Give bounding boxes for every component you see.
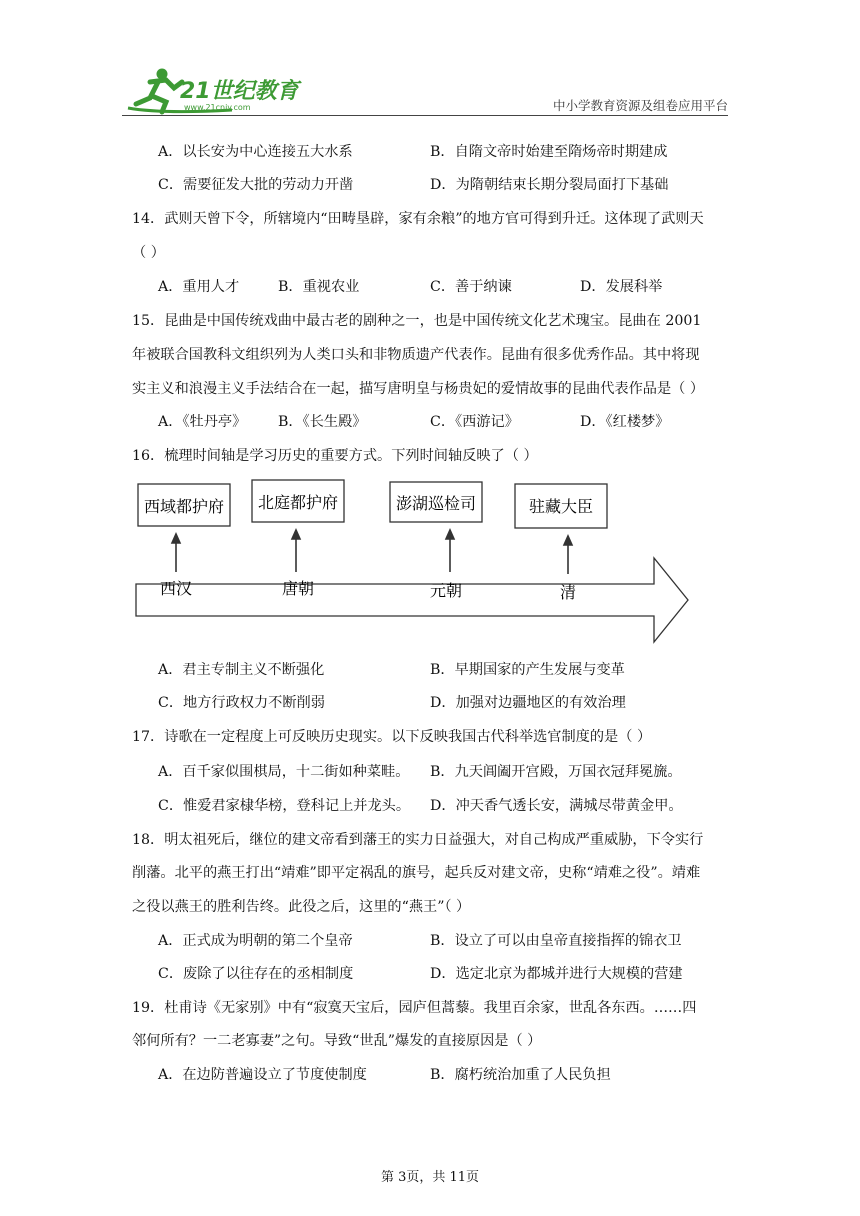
q14-option-c: C．善于纳谏	[430, 279, 512, 295]
q15-option-b: B．《长生殿》	[278, 414, 367, 430]
q15-option-c: C．《西游记》	[430, 414, 519, 430]
q14-stem-line2: （ ）	[132, 245, 165, 261]
q16-option-d: D．加强对边疆地区的有效治理	[430, 695, 626, 711]
q15-option-d: D．《红楼梦》	[580, 414, 670, 430]
timeline-pointers	[172, 530, 572, 574]
platform-name: 中小学教育资源及组卷应用平台	[552, 98, 728, 113]
q17-option-b: B．九天阊阖开宫殿，万国衣冠拜冕旒。	[430, 764, 682, 780]
q18-stem-line1: 18．明太祖死后，继位的建文帝看到藩王的实力日益强大，对自己构成严重威胁，下令实行	[132, 832, 704, 848]
q13-option-b: B．自隋文帝时始建至隋炀帝时期建成	[430, 144, 668, 160]
timeline-era-4: 清	[559, 583, 577, 602]
q15-option-a: A．《牡丹亭》	[158, 414, 247, 430]
q17-option-c: C．惟爱君家棣华榜，登科记上并龙头。	[158, 798, 411, 814]
timeline-era-1: 西汉	[159, 579, 193, 598]
q14-option-a: A．重用人才	[158, 279, 240, 295]
q17-stem: 17．诗歌在一定程度上可反映历史现实。以下反映我国古代科举选官制度的是（ ）	[132, 729, 652, 745]
timeline-box-label-1: 西域都护府	[143, 497, 225, 516]
q18-option-c: C．废除了以往存在的丞相制度	[158, 966, 354, 982]
page-footer: 第 3页，共 11页	[380, 1170, 480, 1185]
timeline-diagram	[132, 476, 702, 648]
logo-text: 21世纪教育	[180, 79, 299, 104]
q19-option-b: B．腐朽统治加重了人民负担	[430, 1067, 611, 1083]
timeline-era-2: 唐朝	[281, 579, 315, 598]
q15-stem-line2: 年被联合国教科文组织列为人类口头和非物质遗产代表作。昆曲有很多优秀作品。其中将现	[132, 347, 700, 363]
q19-option-a: A．在边防普遍设立了节度使制度	[158, 1067, 367, 1083]
q15-stem-line1: 15．昆曲是中国传统戏曲中最古老的剧种之一，也是中国传统文化艺术瑰宝。昆曲在 2001	[132, 313, 702, 329]
q17-option-d: D．冲天香气透长安，满城尽带黄金甲。	[430, 798, 683, 814]
q18-option-b: B．设立了可以由皇帝直接指挥的锦衣卫	[430, 933, 682, 949]
page-header	[122, 64, 728, 120]
q13-option-c: C．需要征发大批的劳动力开凿	[158, 177, 354, 193]
header-divider	[122, 115, 728, 116]
logo	[122, 64, 312, 116]
q15-stem-line3: 实主义和浪漫主义手法结合在一起，描写唐明皇与杨贵妃的爱情故事的昆曲代表作品是（ ）	[132, 381, 705, 397]
q19-stem-line2: 邻何所有？一二老寡妻”之句。导致“世乱”爆发的直接原因是（ ）	[132, 1033, 542, 1049]
timeline-box-label-4: 驻藏大臣	[528, 497, 594, 516]
q14-option-d: D．发展科举	[580, 279, 663, 295]
q18-option-d: D．选定北京为都城并进行大规模的营建	[430, 966, 683, 982]
q17-option-a: A．百千家似围棋局，十二街如种菜畦。	[158, 764, 410, 780]
q18-stem-line2: 削藩。北平的燕王打出“靖难”即平定祸乱的旗号，起兵反对建文帝，史称“靖难之役”。靖难	[132, 865, 701, 881]
q13-option-d: D．为隋朝结束长期分裂局面打下基础	[430, 177, 669, 193]
timeline-arrow	[136, 558, 688, 642]
q16-stem: 16．梳理时间轴是学习历史的重要方式。下列时间轴反映了（ ）	[132, 448, 538, 464]
timeline-box-label-3: 澎湖巡检司	[395, 494, 477, 513]
q16-option-b: B．早期国家的产生发展与变革	[430, 662, 625, 678]
q16-option-a: A．君主专制主义不断强化	[158, 662, 325, 678]
q14-stem-line1: 14．武则天曾下令，所辖境内“田畴垦辟，家有余粮”的地方官可得到升迁。这体现了武则天	[132, 211, 704, 227]
q19-stem-line1: 19．杜甫诗《无家别》中有“寂寞天宝后，园庐但蒿藜。我里百余家，世乱各东西。……四	[132, 1000, 697, 1016]
logo-url: www.21cnjy.com	[184, 103, 251, 112]
timeline-era-3: 元朝	[429, 581, 463, 600]
q16-option-c: C．地方行政权力不断削弱	[158, 695, 325, 711]
q18-stem-line3: 之役以燕王的胜利告终。此役之后，这里的“燕王”（ ）	[132, 899, 471, 915]
q18-option-a: A．正式成为明朝的第二个皇帝	[158, 933, 353, 949]
q14-option-b: B．重视农业	[278, 279, 360, 295]
q13-option-a: A．以长安为中心连接五大水系	[158, 144, 353, 160]
timeline-box-label-2: 北庭都护府	[257, 493, 339, 512]
